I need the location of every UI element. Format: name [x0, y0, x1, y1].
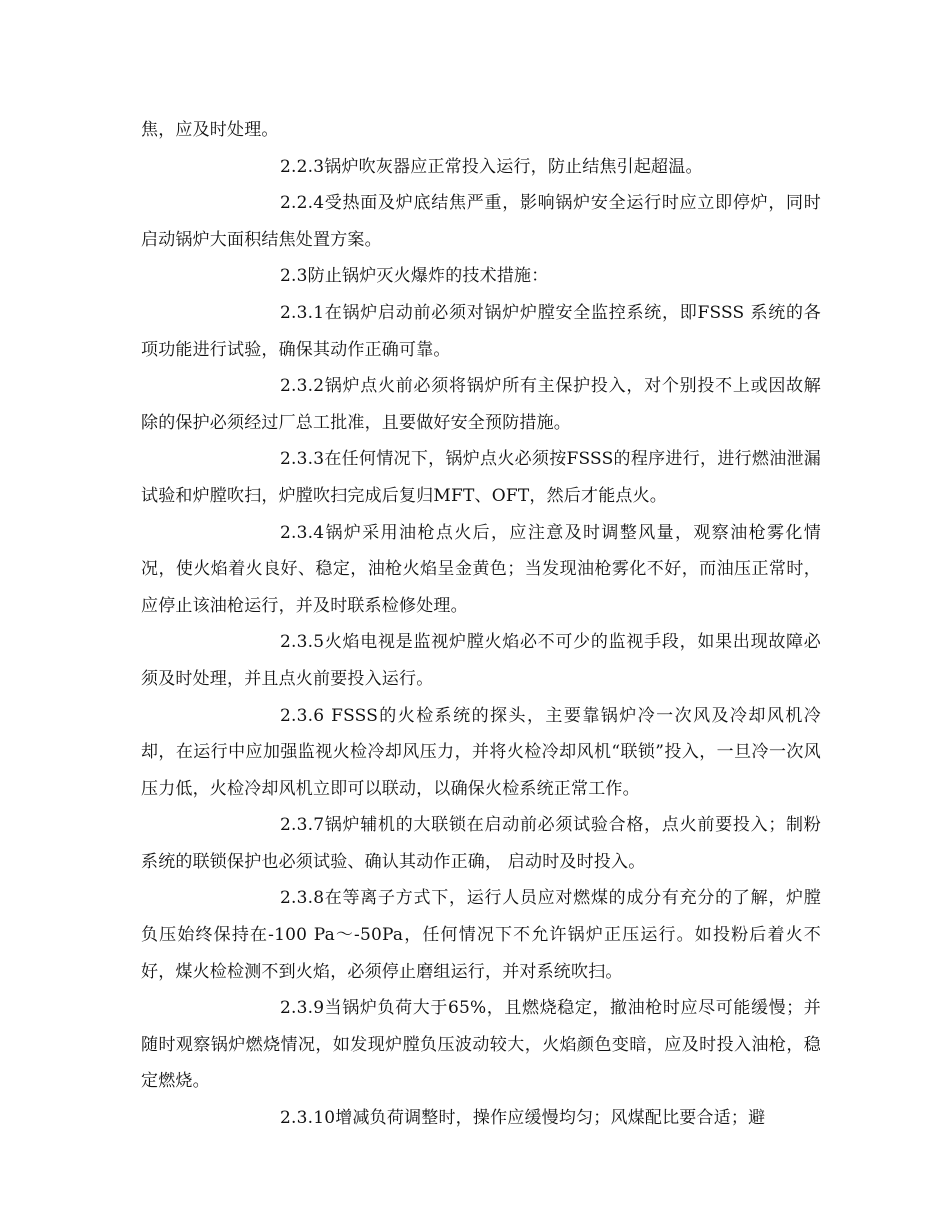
paragraph-2-3-8: 2.3.8在等离子方式下，运行人员应对燃煤的成分有充分的了解，炉膛负压始终保持在-100 Pa～-50Pa，任何情况下不允许锅炉正压运行。如投粉后着火不好，煤火检检测不到火焰，必须停止磨组运行，并对系统吹扫。	[141, 888, 821, 982]
paragraph-2-3-10: 2.3.10增减负荷调整时，操作应缓慢均匀；风煤配比要合适；避	[280, 1108, 766, 1129]
paragraph-2-3-4: 2.3.4锅炉采用油枪点火后，应注意及时调整风量，观察油枪雾化情况，使火焰着火良好、稳定，油枪火焰呈金黄色；当发现油枪雾化不好，而油压正常时，应停止该油枪运行，并及时联系检修处理。	[141, 522, 821, 616]
paragraph-2-3-6: 2.3.6 FSSS的火检系统的探头，主要靠锅炉冷一次风及冷却风机冷却，在运行中应加强监视火检冷却风压力，并将火检冷却风机“联锁”投入，一旦冷一次风压力低，火检冷却风机立即可以联动，以确保火检系统正常工作。	[141, 705, 821, 799]
paragraph-2-3-5: 2.3.5火焰电视是监视炉膛火焰必不可少的监视手段，如果出现故障必须及时处理，并且点火前要投入运行。	[141, 632, 821, 689]
paragraph-2-3-2: 2.3.2锅炉点火前必须将锅炉所有主保护投入，对个别投不上或因故解除的保护必须经过厂总工批准，且要做好安全预防措施。	[141, 376, 821, 433]
paragraph-2-3-3: 2.3.3在任何情况下，锅炉点火必须按FSSS的程序进行，进行燃油泄漏试验和炉膛吹扫，炉膛吹扫完成后复归MFT、OFT，然后才能点火。	[141, 449, 821, 506]
paragraph-2-3-7: 2.3.7锅炉辅机的大联锁在启动前必须试验合格，点火前要投入；制粉系统的联锁保护也必须试验、确认其动作正确， 启动时及时投入。	[141, 815, 821, 872]
paragraph-2-2-3: 2.2.3锅炉吹灰器应正常投入运行，防止结焦引起超温。	[280, 156, 703, 177]
section-heading-2-3: 2.3防止锅炉灭火爆炸的技术措施：	[280, 266, 549, 287]
document-body	[141, 112, 821, 1137]
paragraph-2-2-4: 2.2.4受热面及炉底结焦严重，影响锅炉安全运行时应立即停炉，同时启动锅炉大面积结焦处置方案。	[141, 193, 821, 250]
paragraph-continuation: 焦，应及时处理。	[141, 120, 279, 140]
paragraph-2-3-9: 2.3.9当锅炉负荷大于65%，且燃烧稳定，撤油枪时应尽可能缓慢；并随时观察锅炉燃烧情况，如发现炉膛负压波动较大，火焰颜色变暗，应及时投入油枪，稳定燃烧。	[141, 998, 821, 1092]
paragraph-2-3-1: 2.3.1在锅炉启动前必须对锅炉炉膛安全监控系统，即FSSS 系统的各项功能进行试验，确保其动作正确可靠。	[141, 302, 821, 360]
